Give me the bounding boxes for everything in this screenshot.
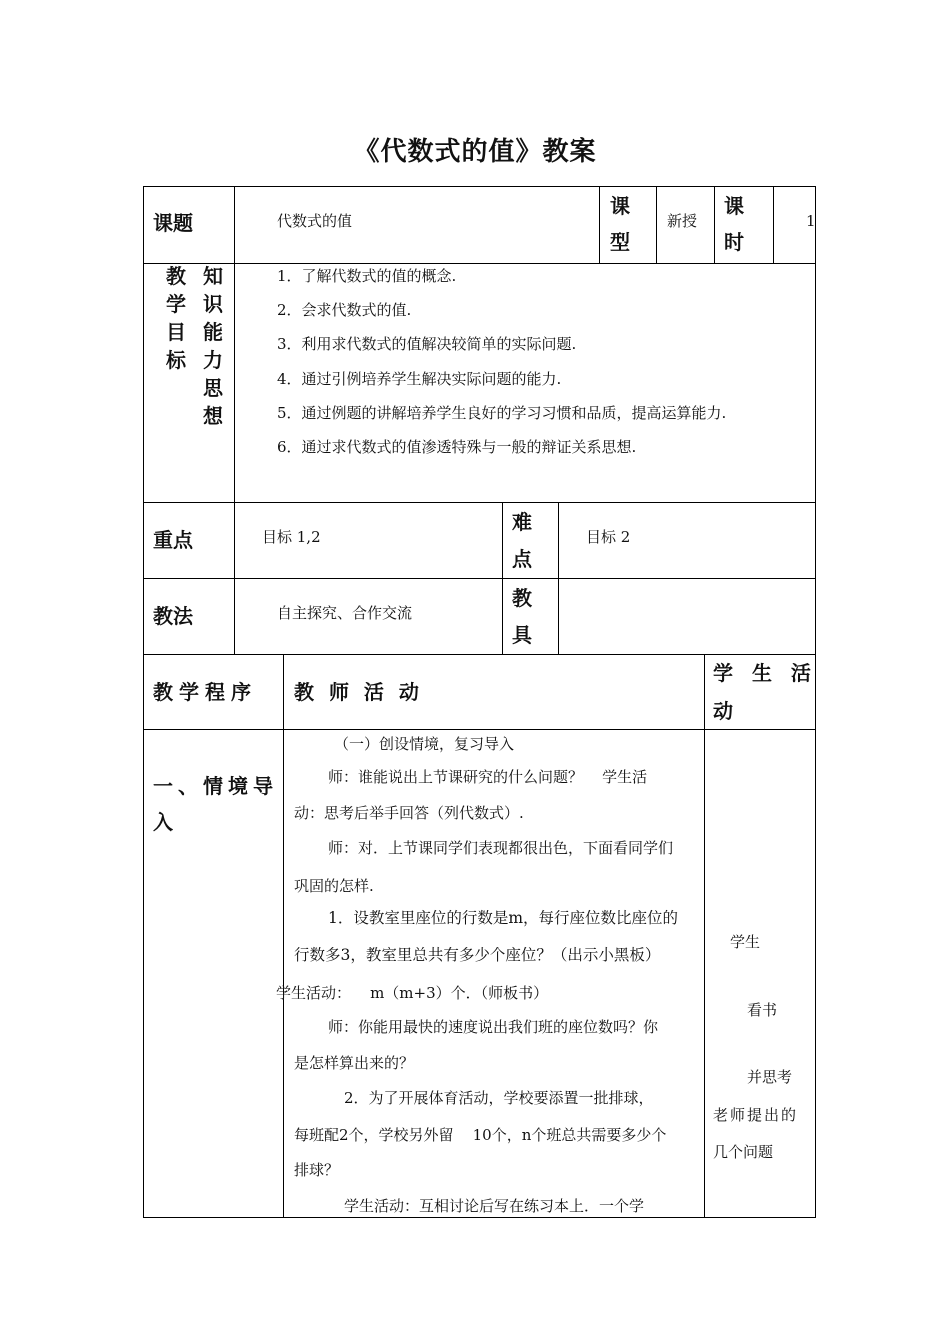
process-col-teacher: 教 师 活 动 [294, 680, 423, 704]
col-divider [558, 502, 559, 655]
goal-item: 3．利用求代数式的值解决较简单的实际问题. [277, 335, 577, 353]
teacher-line: 巩固的怎样. [294, 877, 374, 895]
student-line: 看书 [747, 1001, 778, 1019]
student-line: 学生 [730, 933, 761, 951]
section1-label-1: 一、情境导 [153, 774, 278, 798]
focus-label: 重点 [153, 528, 193, 552]
method-value: 自主探究、合作交流 [277, 604, 413, 622]
col-divider [502, 502, 503, 655]
hours-value: 1 [806, 212, 816, 230]
focus-value: 目标 1,2 [262, 528, 321, 546]
table-border-right [815, 186, 816, 655]
goal-item: 2．会求代数式的值. [277, 301, 412, 319]
teacher-line: 学生活动：互相讨论后写在练习本上．一个学 [344, 1197, 645, 1215]
teacher-line: 1．设教室里座位的行数是m，每行座位数比座位的 [328, 909, 679, 927]
difficulty-value: 目标 2 [586, 528, 631, 546]
goal-item: 6．通过求代数式的值渗透特殊与一般的辩证关系思想. [277, 438, 637, 456]
difficulty-label-2: 点 [512, 547, 532, 571]
row-divider [143, 654, 816, 655]
col-divider [234, 502, 235, 655]
topic-label: 课题 [153, 211, 193, 235]
tools-label-1: 教 [512, 586, 532, 610]
teacher-line: 师：谁能说出上节课研究的什么问题？ 学生活 [328, 768, 648, 786]
section1-label-2: 入 [153, 810, 173, 834]
goals-label: 教 学 目 标 [166, 264, 186, 372]
difficulty-label-1: 难 [512, 510, 532, 534]
table-border-right [815, 654, 816, 1218]
table-border-bottom [143, 1217, 816, 1218]
teacher-line: 每班配2个，学校另外留 10个，n个班总共需要多少个 [294, 1126, 667, 1144]
hours-label-1: 课 [724, 194, 744, 218]
type-label-2: 型 [610, 230, 630, 254]
teacher-line: 行数多3，教室里总共有多少个座位？（出示小黑板） [294, 946, 661, 964]
table-border-top [143, 186, 816, 187]
student-line: 几个问题 [713, 1143, 774, 1161]
hours-label-2: 时 [724, 230, 744, 254]
goals-sublabel: 知 识 能 力 思 想 [203, 264, 223, 428]
topic-value: 代数式的值 [277, 212, 353, 230]
table-border-left [143, 654, 144, 1218]
row-divider [143, 502, 816, 503]
col-divider [714, 186, 715, 264]
teacher-line: 是怎样算出来的？ [294, 1054, 415, 1072]
process-col-program: 教学程序 [153, 680, 257, 704]
page-title: 《代数式的值》教案 [353, 137, 597, 167]
tools-label-2: 具 [512, 623, 532, 647]
student-line: 老师提出的 [713, 1106, 799, 1124]
teacher-line: 学生活动： m（m+3）个．（师板书） [276, 984, 549, 1002]
teacher-line: 师：对．上节课同学们表现都很出色，下面看同学们 [328, 839, 674, 857]
student-line: 并思考 [747, 1068, 793, 1086]
col-divider [704, 654, 705, 1218]
col-divider [283, 654, 284, 1218]
teacher-line: 师：你能用最快的速度说出我们班的座位数吗？你 [328, 1018, 659, 1036]
col-divider [773, 186, 774, 264]
process-col-student-2: 动 [713, 699, 733, 723]
teacher-line: （一）创设情境，复习导入 [334, 735, 515, 753]
method-label: 教法 [153, 604, 193, 628]
teacher-line: 排球？ [294, 1161, 340, 1179]
process-col-student-1: 学 生 活 [713, 661, 817, 685]
goal-item: 1．了解代数式的值的概念. [277, 267, 457, 285]
goal-item: 4．通过引例培养学生解决实际问题的能力. [277, 370, 562, 388]
col-divider [599, 186, 600, 264]
col-divider [656, 186, 657, 264]
type-value: 新授 [667, 212, 698, 230]
type-label-1: 课 [610, 194, 630, 218]
row-divider [143, 263, 816, 264]
teacher-line: 动：思考后举手回答（列代数式）. [294, 804, 524, 822]
table-border-left [143, 186, 144, 655]
row-divider [143, 729, 816, 730]
col-divider [234, 186, 235, 503]
teacher-line: 2．为了开展体育活动，学校要添置一批排球， [344, 1089, 654, 1107]
row-divider [143, 578, 816, 579]
goal-item: 5．通过例题的讲解培养学生良好的学习习惯和品质，提高运算能力. [277, 404, 727, 422]
